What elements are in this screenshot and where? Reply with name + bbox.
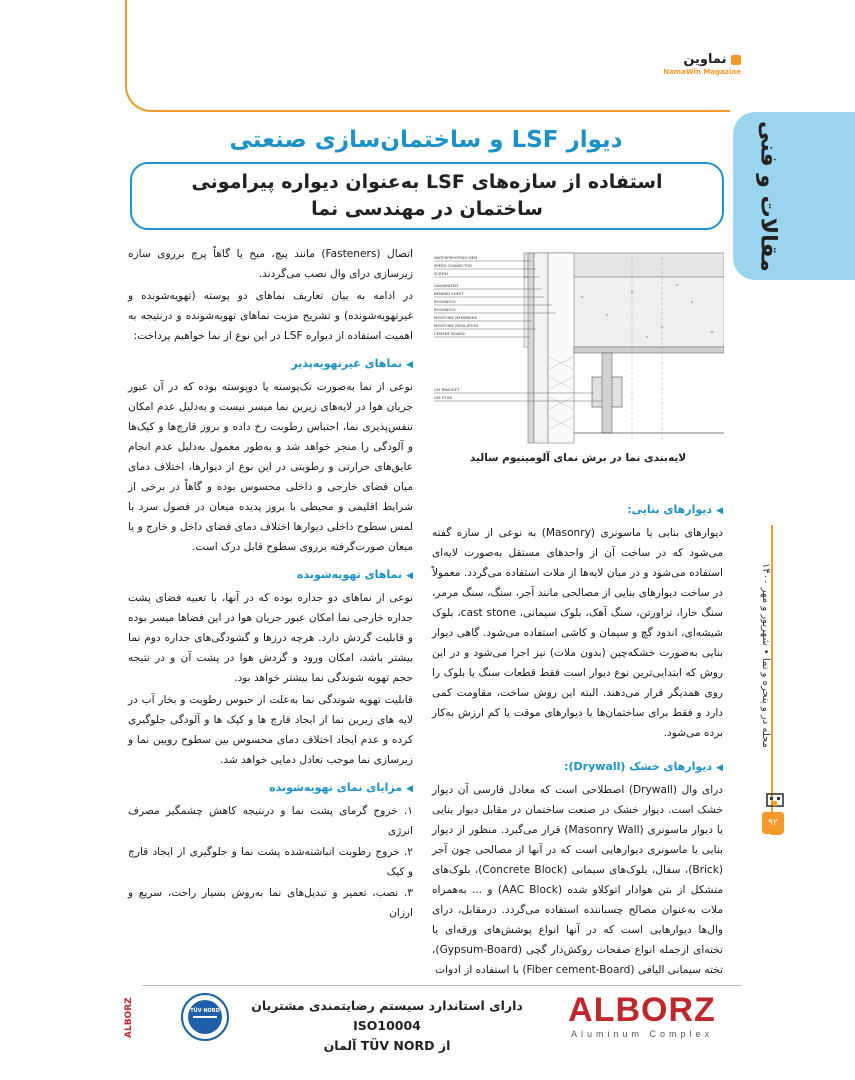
left-column — [128, 244, 413, 924]
alborz-logo — [552, 992, 732, 1040]
list-item: ۳. نصب، تعمیر و تبدیل‌های نما به‌روش بسیار راحت، سریع و ارزان — [128, 887, 413, 919]
figure-label: LSF BRACKET — [434, 387, 460, 392]
logo-mark-icon — [731, 55, 741, 65]
triangle-bullet-icon: ◀ — [716, 763, 723, 773]
tuv-seal-label: TÜV NORD — [190, 1008, 220, 1014]
figure-label: BENDED SHEET — [434, 291, 464, 296]
subtitle-box — [130, 162, 724, 230]
figure-label: MOISTURE INSULATION — [434, 323, 479, 328]
right-column — [432, 492, 723, 982]
triangle-bullet-icon: ◀ — [406, 571, 413, 581]
tuv-nord-seal-icon — [180, 992, 230, 1042]
figure-label: GALVANIZED — [434, 283, 459, 288]
section-heading: ◀دیوارهای خشک (Drywall): — [564, 760, 723, 773]
section-heading: ◀دیوارهای بنایی: — [627, 503, 723, 516]
vertical-brand: ALBORZ — [124, 997, 134, 1038]
figure-label: MOISTURE MEMBRANE — [434, 315, 478, 320]
page-number: ۹۲ — [762, 812, 784, 834]
list-item: ۲. خروج رطوبت انباشته‌شده پشت نما و جلوگیری از ایجاد قارچ و کپک — [128, 846, 413, 878]
issue-text: مجله در و پنجره و نما • شهریور و مهر ۱۴۰۰ — [760, 562, 771, 748]
figure-label: ROCKWOOL — [434, 307, 457, 312]
section-paragraph: درای وال (Drywall) اصطلاحی است که معادل فارسی آن دیوار خشک است. دیوار خشک در صنعت ساختمان در مقابل دیوار بنایی یا دیوار ماسونری (Masonry Wall) قرار می‌گیرد. منظور از دیوار بنایی یا ماسونری دیوارهایی است که در آنها از مصالحی چون آجر (Brick)، سفال، بلوک‌های سیمانی (Concrete Block)، بلوک‌های متشکل از بتن هوادار اتوکلاو شده (AAC Block) و ... به‌همراه ملات به‌عنوان مصالح چسباننده استفاده می‌گردد. درمقابل، درای وال‌ها دیوارهایی است که در آنها انواع پوشش‌های ورقه‌ای یا تخته‌ای ازجمله انواع صفحات روکش‌دار گچی (Gypsum-Board)، تخته سیمانی الیافی (Fiber cement-Board) با استفاده از ادوات — [432, 784, 724, 976]
section-paragraph: قابلیت تهویه شوندگی نما به‌علت از حبوس رطوبت و بخار آب در لایه های زیرین نما از ایجاد قارچ ها و کپک ها و آلودگی جلوگیری کرده و عدم ایجاد اختلاف دمای محسوس بین سطوح رویین نما و زیرسازی نما موجب تعادل دمایی خواهد شد. — [128, 694, 413, 766]
facade-section-figure — [432, 247, 724, 447]
magazine-logo — [651, 52, 741, 80]
certificate-text — [232, 996, 542, 1053]
figure-caption: لایه‌بندی نما در برش نمای آلومینیوم سالید — [469, 452, 687, 464]
section-paragraph: دیوارهای بنایی یا ماسونری (Masonry) به نوعی از سازه گفته می‌شود که در ساخت آن از واحدهای مستقل به‌صورت لایه‌ای استفاده می‌شود و در میان لایه‌ها از ملات استفاده می‌گردد. معمولاً در ساخت دیوارهای بنایی از مصالحی مانند آجر، سنگ، سنگ مرمر، سنگ خارا، تراورتن، سنگ آهک، بلوک سیمانی، cast stone، بلوک شیشه‌ای، اندود گچ و سیمان و کاشی استفاده می‌شود. گاهی دیوار بنایی به‌صورت خشکه‌چین (بدون ملات) نیز اجرا می‌شود و در این روش که ابتدایی‌ترین نوع دیوار است فقط قطعات سنگ یا بلوک را روی همدیگر قرار می‌دهند. البته این روش ساخت، مقاومت کمی دارد و فقط برای ساختمان‌ها یا دیوارهای موقت یا کم ارزش به‌کار برده می‌شود. — [432, 527, 723, 739]
company-name: ALBORZ — [568, 991, 716, 1029]
section-paragraph: نوعی از نماهای دو جداره بوده که در آنها، با تعبیه فضای پشت جداره خارجی نما امکان عبور جریان هوا در این فضاها میسر بوده و قابلیت گردش دارد. هرچه درزها و گشودگی‌های جداره دوم نما بیشتر باشد، امکان ورود و گردش هوا در پشت آن و در نتیجه حجم تهویه شوندگی نما بیشتر خواهد بود. — [128, 592, 413, 684]
intro-paragraph: اتصال (Fasteners) مانند پیچ، میخ یا گاهاً پرچ برروی سازه زیرسازی درای وال نصب می‌گردند. — [128, 248, 413, 280]
building-icon — [766, 790, 784, 808]
triangle-bullet-icon: ◀ — [406, 784, 413, 794]
figure-label: CEMENT BOARD — [434, 331, 465, 336]
figure-label: WATERPROOFING MEM. — [434, 255, 479, 260]
figure-label: LSF STUD — [434, 395, 453, 400]
sidebar-divider — [771, 525, 781, 835]
certificate-line: از TÜV NORD آلمان — [323, 1038, 451, 1053]
section-label: مقالات و فنی — [755, 120, 781, 272]
company-subtitle: Aluminum Complex — [570, 1029, 714, 1039]
section-heading: ◀مزایای نمای تهویه‌شونده — [269, 781, 413, 794]
article-subtitle: استفاده از سازه‌های LSF به‌عنوان دیواره پیرامونی ساختمان در مهندسی نما — [191, 171, 663, 220]
intro-paragraph: در ادامه به بیان تعاریف نماهای دو پوسته (تهویه‌شونده و غیرتهویه‌شونده) و تشریح مزیت نماهای تهویه‌شونده و درنتیجه به اهمیت استفاده از دیواره LSF در این نوع از نما خواهیم پرداخت: — [128, 290, 413, 342]
footer-divider — [142, 985, 742, 986]
certificate-line: دارای استاندارد سیستم رضایتمندی مشتریان ISO10004 — [251, 998, 523, 1033]
section-heading: ◀نماهای تهویه‌شونده — [296, 568, 413, 581]
section-paragraph: نوعی از نما به‌صورت تک‌پوسته یا دوپوسته بوده که در آن عبور جریان هوا در لایه‌های زیرین نما میسر نیست و به‌دلیل عدم امکان تنفس‌پذیری نما، احتباس رطوبت رخ داده و بروز قارچ‌ها و کپک‌ها و آلودگی را منجر خواهد شد و به‌طور معمول به‌دلیل عدم انجام عایق‌های حرارتی و رطوبتی در این نوع از دیوارها، اختلاف دمای میان فضای خارجی و داخلی محسوس بوده و گاهاً در برخی از شرایط اقلیمی و محیطی با بروز پدیده میعان در فصول سرد با لمس سطوح داخلی دیوارها اختلاف دمای فضای داخل و خارج و یا میعان صورت‌گرفته برروی سطوح قابل درک است. — [128, 381, 413, 553]
article-title: دیوار LSF و ساختمان‌سازی صنعتی — [229, 127, 623, 153]
triangle-bullet-icon: ◀ — [406, 360, 413, 370]
triangle-bullet-icon: ◀ — [716, 506, 723, 516]
logo-subtitle: NamaWin Magazine — [663, 68, 741, 76]
header-frame — [125, 0, 730, 112]
figure-label: SCREW — [434, 271, 448, 276]
figure-label: SPEED CONNECTOR — [434, 263, 472, 268]
list-item: ۱. خروج گرمای پشت نما و درنتیجه کاهش چشمگیر مصرف انرژی — [128, 805, 413, 837]
section-heading: ◀نماهای غیرتهویه‌پذیر — [291, 357, 413, 370]
logo-text: نماوین — [683, 52, 727, 67]
figure-label: ROCKWOOL — [434, 299, 457, 304]
facade-diagram — [432, 247, 724, 447]
